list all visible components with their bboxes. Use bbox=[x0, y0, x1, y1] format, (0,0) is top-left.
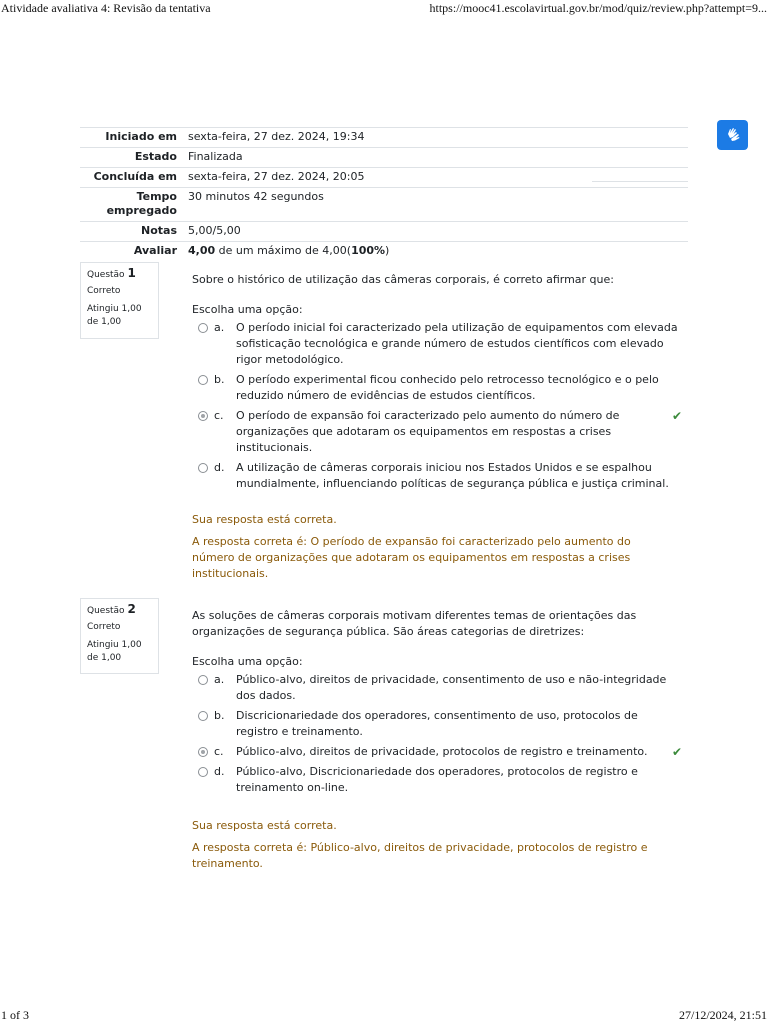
question-number-label: Questão bbox=[87, 606, 125, 616]
question-info-2 bbox=[80, 598, 159, 674]
feedback-status: Sua resposta está correta. bbox=[192, 819, 337, 832]
question-number-value: 2 bbox=[127, 602, 136, 616]
option-text: Público-alvo, direitos de privacidade, protocolos de registro e treinamento. bbox=[236, 745, 648, 758]
print-footer bbox=[0, 1008, 768, 1024]
option-text: O período experimental ficou conhecido pelo retrocesso tecnológico e o pelo reduzido número de evidências de estudos científicos. bbox=[236, 373, 659, 402]
answer-options bbox=[192, 320, 682, 492]
correct-check-icon: ✔ bbox=[671, 409, 682, 423]
summary-row-completed bbox=[80, 167, 688, 187]
choose-label: Escolha uma opção: bbox=[192, 303, 303, 316]
question-number-value: 1 bbox=[127, 266, 136, 280]
divider bbox=[592, 181, 688, 182]
summary-value: Finalizada bbox=[188, 150, 243, 163]
question-number-label: Questão bbox=[87, 270, 125, 280]
option-text: A utilização de câmeras corporais iniciou nos Estados Unidos e se espalhou mundialmente, influenciando políticas de segurança pública e justiça criminal. bbox=[236, 461, 669, 490]
summary-label: Estado bbox=[134, 150, 177, 163]
option-letter: a. bbox=[214, 321, 225, 334]
feedback-correct-answer: A resposta correta é: Público-alvo, direitos de privacidade, protocolos de registro e treinamento. bbox=[192, 841, 648, 870]
question-content-2 bbox=[192, 608, 682, 800]
summary-value bbox=[188, 244, 688, 258]
summary-label: Notas bbox=[141, 224, 177, 237]
radio-button-selected[interactable] bbox=[198, 747, 208, 757]
summary-value: sexta-feira, 27 dez. 2024, 20:05 bbox=[188, 170, 365, 183]
summary-row-started bbox=[80, 127, 688, 147]
question-state: Correto bbox=[87, 622, 121, 632]
question-content-1 bbox=[192, 272, 682, 496]
option-letter: b. bbox=[214, 373, 225, 386]
print-page-number: 1 of 3 bbox=[1, 1008, 29, 1022]
radio-button[interactable] bbox=[198, 463, 208, 473]
summary-row-state bbox=[80, 147, 688, 167]
summary-row-grade bbox=[80, 241, 688, 261]
answer-option[interactable] bbox=[192, 408, 682, 456]
grade-percent: 100% bbox=[351, 244, 386, 257]
option-text: Público-alvo, direitos de privacidade, consentimento de uso e não-integridade dos dados. bbox=[236, 673, 667, 702]
summary-label: Tempo empregado bbox=[106, 190, 177, 217]
feedback-status: Sua resposta está correta. bbox=[192, 513, 337, 526]
answer-option[interactable] bbox=[192, 460, 682, 492]
answer-option[interactable] bbox=[192, 372, 682, 404]
summary-value: sexta-feira, 27 dez. 2024, 19:34 bbox=[188, 130, 365, 143]
summary-label: Concluída em bbox=[93, 170, 177, 183]
question-feedback-1 bbox=[192, 512, 672, 582]
feedback-correct-answer: A resposta correta é: O período de expansão foi caracterizado pelo aumento do número de organizações que adotaram os equipamentos em respostas a crises institucionais. bbox=[192, 535, 631, 580]
question-info-1 bbox=[80, 262, 159, 339]
option-letter: c. bbox=[214, 745, 224, 758]
print-page-url: https://mooc41.escolavirtual.gov.br/mod/quiz/review.php?attempt=9... bbox=[429, 1, 767, 15]
option-letter: b. bbox=[214, 709, 225, 722]
answer-option[interactable] bbox=[192, 764, 682, 796]
question-prompt: As soluções de câmeras corporais motivam diferentes temas de orientações das organizações de segurança pública. São áreas categorias de diretrizes: bbox=[192, 609, 637, 638]
summary-label: Iniciado em bbox=[105, 130, 177, 143]
option-text: Público-alvo, Discricionariedade dos operadores, protocolos de registro e treinamento on-line. bbox=[236, 765, 638, 794]
question-prompt: Sobre o histórico de utilização das câmeras corporais, é correto afirmar que: bbox=[192, 273, 614, 286]
question-number bbox=[87, 603, 152, 618]
question-grade: Atingiu 1,00 de 1,00 bbox=[87, 640, 142, 663]
option-text: O período inicial foi caracterizado pela utilização de equipamentos com elevada sofisticação tecnológica e grande número de estudos científicos com elevado rigor metodológico. bbox=[236, 321, 678, 366]
answer-options bbox=[192, 672, 682, 796]
radio-button[interactable] bbox=[198, 675, 208, 685]
summary-row-time-taken bbox=[80, 187, 688, 221]
choose-label: Escolha uma opção: bbox=[192, 655, 303, 668]
print-page-title: Atividade avaliativa 4: Revisão da tentativa bbox=[1, 1, 211, 15]
answer-option[interactable] bbox=[192, 320, 682, 368]
radio-button[interactable] bbox=[198, 711, 208, 721]
option-letter: d. bbox=[214, 765, 225, 778]
option-text: O período de expansão foi caracterizado pelo aumento do número de organizações que adotaram os equipamentos em respostas a crises institucionais. bbox=[236, 409, 620, 454]
option-letter: c. bbox=[214, 409, 224, 422]
summary-value: 30 minutos 42 segundos bbox=[188, 190, 324, 203]
attempt-summary-table bbox=[80, 127, 688, 261]
option-letter: a. bbox=[214, 673, 225, 686]
answer-option[interactable] bbox=[192, 672, 682, 704]
grade-value: 4,00 bbox=[188, 244, 216, 257]
accessibility-button[interactable] bbox=[717, 120, 748, 150]
question-grade: Atingiu 1,00 de 1,00 bbox=[87, 304, 142, 327]
answer-option[interactable] bbox=[192, 708, 682, 740]
print-datetime: 27/12/2024, 21:51 bbox=[678, 1008, 767, 1022]
grade-close-paren: ) bbox=[385, 244, 390, 257]
question-number bbox=[87, 267, 152, 282]
radio-button[interactable] bbox=[198, 375, 208, 385]
radio-button[interactable] bbox=[198, 767, 208, 777]
option-text: Discricionariedade dos operadores, consentimento de uso, protocolos de registro e treinamento. bbox=[236, 709, 638, 738]
print-header bbox=[0, 1, 768, 15]
radio-button-selected[interactable] bbox=[198, 411, 208, 421]
radio-button[interactable] bbox=[198, 323, 208, 333]
option-letter: d. bbox=[214, 461, 225, 474]
sign-language-hands-icon bbox=[723, 125, 743, 145]
correct-check-icon: ✔ bbox=[671, 745, 682, 759]
grade-max-text: de um máximo de 4,00( bbox=[215, 244, 352, 257]
answer-option[interactable] bbox=[192, 744, 682, 760]
summary-row-marks bbox=[80, 221, 688, 241]
summary-value: 5,00/5,00 bbox=[188, 224, 241, 237]
question-state: Correto bbox=[87, 286, 121, 296]
question-feedback-2 bbox=[192, 818, 672, 872]
summary-label: Avaliar bbox=[133, 244, 177, 257]
